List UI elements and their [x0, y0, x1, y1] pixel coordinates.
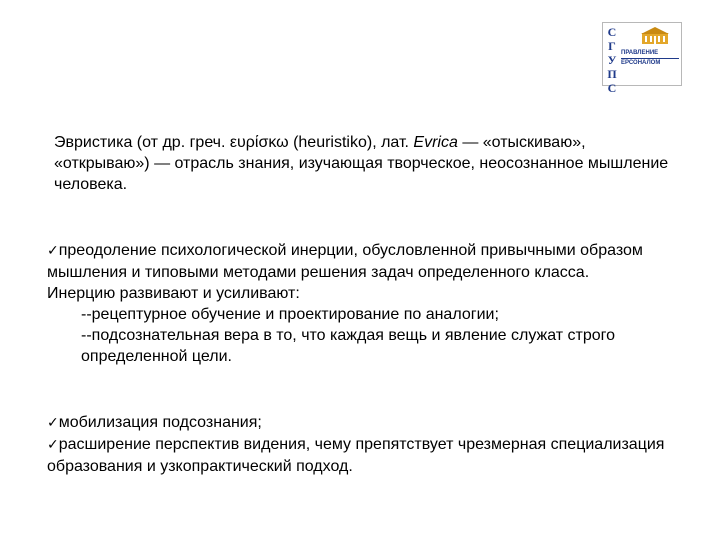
- bullet-item: [47, 434, 687, 477]
- definition-text: (от др. греч. ευρίσκω (heuristiko), лат.: [132, 134, 414, 151]
- sub-heading: Инерцию развивают и усиливают:: [47, 285, 300, 302]
- definition-text: — «отыскиваю», «открываю») — отрасль знания, изучающая творческое, неосознанное мышление человека.: [54, 134, 669, 193]
- checkmark-icon: ✓: [47, 437, 59, 453]
- university-logo: [602, 22, 682, 95]
- definition-latin-word: Evrica: [413, 134, 458, 151]
- logo-letter: С: [607, 81, 617, 95]
- logo-letter: С: [607, 25, 617, 39]
- definition-paragraph: [54, 132, 674, 195]
- bullet-block-1: [47, 240, 687, 367]
- logo-caption-line: ЕРСОНАЛОМ: [621, 60, 661, 66]
- checkmark-icon: ✓: [47, 243, 59, 259]
- sub-item: --рецептурное обучение и проектирование по аналогии;: [81, 306, 499, 323]
- checkmark-icon: ✓: [47, 415, 59, 431]
- logo-letter: П: [607, 67, 617, 81]
- logo-letter: Г: [608, 39, 616, 53]
- bullet-text: расширение перспектив видения, чему препятствует чрезмерная специализация образования и узкопрактический подход.: [47, 436, 665, 475]
- bullet-item: [47, 240, 687, 283]
- bullet-text: преодоление психологической инерции, обусловленной привычными образом мышления и типовыми методами решения задач определенного класса.: [47, 242, 643, 281]
- definition-term: Эвристика: [54, 134, 133, 151]
- bullet-block-2: [47, 412, 687, 477]
- logo-letters: [607, 25, 617, 95]
- bullet-item: [47, 412, 687, 434]
- logo-caption-line: ПРАВЛЕНИЕ: [621, 49, 679, 59]
- sub-item: --подсознательная вера в то, что каждая вещь и явление служат строго определенной цели.: [81, 327, 616, 365]
- university-building-icon: [641, 27, 669, 45]
- bullet-text: мобилизация подсознания;: [58, 414, 262, 431]
- logo-letter: У: [607, 53, 617, 67]
- logo-caption: [621, 49, 679, 68]
